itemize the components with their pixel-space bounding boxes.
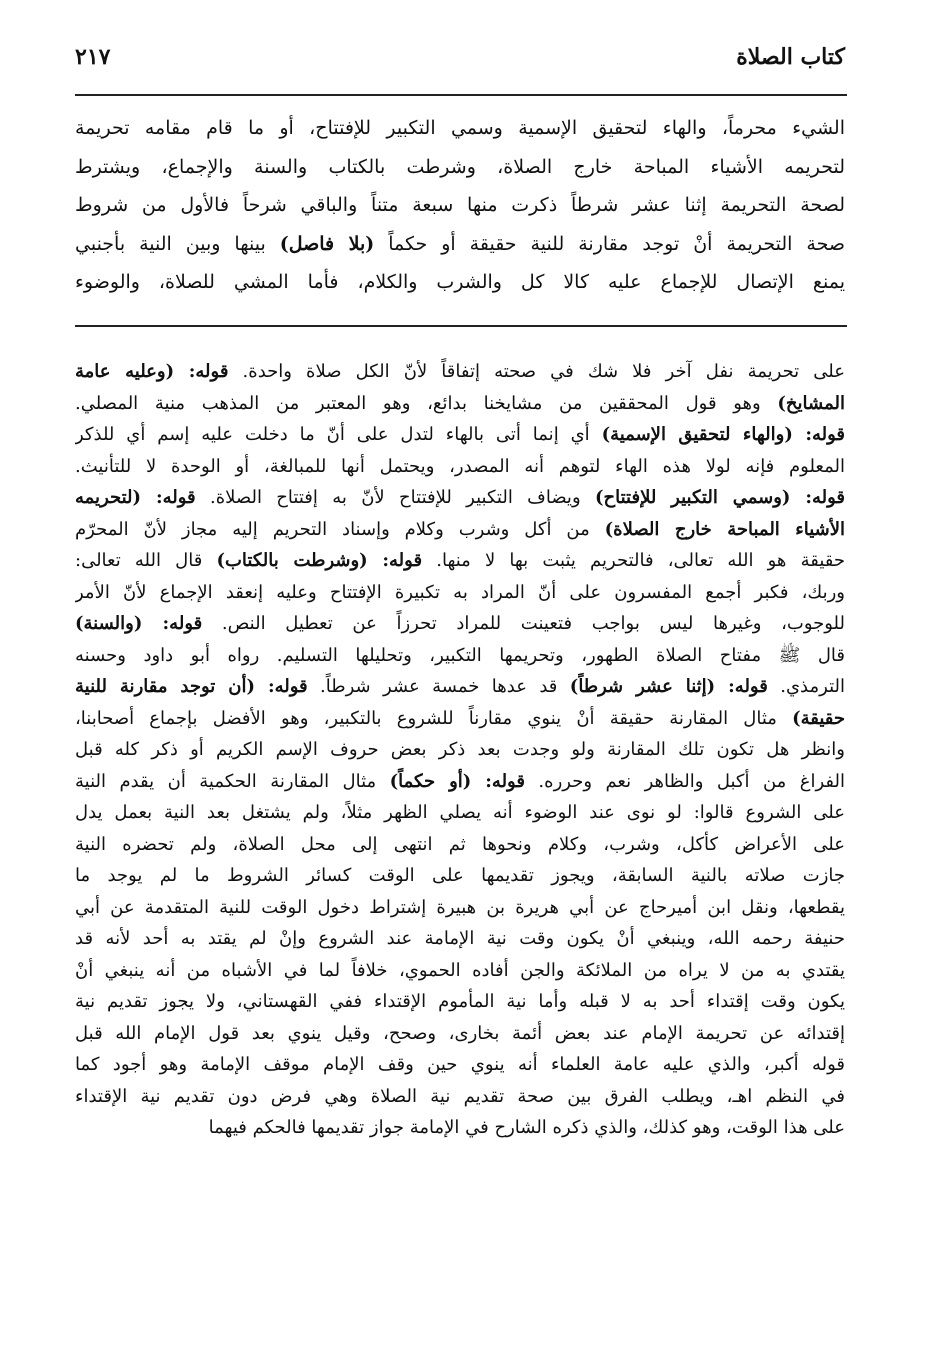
text-line <box>75 419 845 451</box>
bold-phrase: قوله: (والهاء لتحقيق الإسمية) <box>601 424 845 445</box>
text-run: ويضاف التكبير للإفتتاح لأنّ به إفتتاح الصلاة. <box>195 487 595 508</box>
bold-phrase: قوله: (وسمي التكبير للإفتتاح) <box>594 487 845 508</box>
main-text <box>75 109 845 302</box>
text-run: يمنع الإتصال للإجماع عليه كالا كل والشرب والكلام، فأما المشي للصلاة، والوضوء <box>75 271 845 294</box>
text-run: في النظم اهـ، ويطلب الفرق بين صحة تقديم نية الصلاة وهي فرض دون تقديم نية الإقتداء <box>75 1085 845 1107</box>
text-line <box>75 955 845 987</box>
text-line <box>75 703 845 735</box>
text-run: الشيء محرماً، والهاء لتحقيق الإسمية وسمي التكبير للإفتتاح، أو ما قام مقامه تحريمة <box>75 117 845 139</box>
text-line <box>75 923 845 955</box>
text-line <box>75 186 845 225</box>
text-run: من أكل وشرب وكلام وإسناد التحريم إليه مجاز لأنّ المحرّم <box>75 518 605 540</box>
text-line <box>75 388 845 420</box>
header-rule <box>75 94 847 96</box>
bold-phrase: قوله: (أو حكماً) <box>389 770 525 792</box>
bold-phrase: حقيقة) <box>792 707 845 729</box>
text-run: على الشروع قالوا: لو نوى عند الوضوء أنه يصلي الظهر مثلاً، ولم يشتغل بعد النية بعمل يدل <box>75 802 845 823</box>
text-run: إقتدائه عن تحريمة الإمام عند بعض أئمة بخارى، وصحح، وقيل ينوي بعد قول الإمام الله قبل <box>75 1022 845 1044</box>
text-line <box>75 1112 845 1144</box>
bold-phrase: قوله: (أن توجد مقارنة للنية <box>75 676 308 697</box>
text-run: لصحة التحريمة إثنا عشر شرطاً ذكرت منها سبعة متناً والباقي شرحاً فالأول من شروط <box>75 194 845 217</box>
page-header <box>75 44 845 78</box>
text-run: قال ﷺ مفتاح الصلاة الطهور، وتحريمها التكبير، وتحليلها التسليم. رواه أبو داود وحسنه <box>75 644 845 666</box>
text-run: يكون وقت إقتداء أحد به لا قبله وأما نية المأموم الإقتداء ففي القهستاني، ولا يجوز تقديم نية <box>75 991 845 1012</box>
text-line <box>75 225 845 264</box>
text-run: على هذا الوقت، وهو كذلك، والذي ذكره الشارح في الإمامة جواز تقديمها فالحكم فيهما <box>208 1117 845 1138</box>
text-run: مثال المقارنة الحكمية أن يقدم النية <box>75 770 390 792</box>
text-run: للوجوب، وغيرها ليس بواجب فتعينت للمراد تحرزاً عن تعطيل النص. <box>202 613 845 634</box>
text-line <box>75 797 845 829</box>
text-run: مثال المقارنة حقيقة أنْ ينوي مقارناً للشروع بالتكبير، وهو الأفضل بإجماع أصحابنا، <box>75 707 793 729</box>
bold-phrase: قوله: (وشرطت بالكتاب) <box>216 550 423 571</box>
text-line <box>75 263 845 302</box>
text-line <box>75 608 845 640</box>
text-line <box>75 109 845 148</box>
text-line <box>75 734 845 766</box>
text-run: على الأعراض كأكل، وشرب، وكلام ونحوها ثم انتهى إلى محل الصلاة، ولم تحضره النية <box>75 833 845 855</box>
text-line <box>75 1018 845 1050</box>
text-line <box>75 482 845 514</box>
text-run: الفراغ من أكبل والظاهر نعم وحرره. <box>524 770 845 792</box>
text-line <box>75 148 845 187</box>
text-run: أي إنما أتى بالهاء لتدل على أنّ ما دخلت عليه إسم أي للذكر <box>75 424 602 445</box>
bold-phrase: قوله: (وعليه عامة <box>75 361 229 382</box>
text-line <box>75 1049 845 1081</box>
running-title: كتاب الصلاة <box>736 44 845 70</box>
bold-phrase: قوله: (لتحريمه <box>75 487 196 508</box>
text-line <box>75 766 845 798</box>
bold-phrase: قوله: (إثنا عشر شرطاً) <box>569 676 768 697</box>
text-run: حقيقة هو الله تعالى، فالتحريم يثبت بها لا منها. <box>422 550 845 571</box>
text-run: صحة التحريمة أنْ توجد مقارنة للنية حقيقة أو حكماً <box>374 232 845 255</box>
text-line <box>75 829 845 861</box>
text-run: المعلوم فإنه لولا هذه الهاء لتوهم أنه المصدر، ويحتمل أنها للمبالغة، أو الوحدة لا للتأنيث. <box>75 455 845 477</box>
text-run: وهو قول المحققين من مشايخنا بدائع، وهو المعتبر من المذهب منية المصلي. <box>75 392 778 414</box>
text-line <box>75 514 845 546</box>
separator-rule <box>75 325 847 327</box>
commentary-text <box>75 356 845 1144</box>
text-line <box>75 545 845 577</box>
bold-phrase: (بلا فاصل) <box>279 232 375 255</box>
text-run: بينها وبين النية بأجنبي <box>75 232 280 255</box>
text-line <box>75 671 845 703</box>
text-line <box>75 356 845 388</box>
bold-phrase: الأشياء المباحة خارج الصلاة) <box>604 518 845 540</box>
bold-phrase: قوله: (والسنة) <box>75 613 203 634</box>
text-line <box>75 451 845 483</box>
text-run: يقطعها، ونقل ابن أميرحاج عن أبي هريرة بن هبيرة إشتراط دخول الوقت للنية المتقدمة عن أبي <box>75 896 845 918</box>
text-run: الترمذي. <box>767 676 845 697</box>
text-run: لتحريمه الأشياء المباحة خارج الصلاة، وشرطت بالكتاب والسنة والإجماع، ويشترط <box>75 155 845 178</box>
text-line <box>75 892 845 924</box>
text-line <box>75 577 845 609</box>
text-line <box>75 1081 845 1113</box>
text-run: على تحريمة نفل آخر فلا شك في صحته إتفاقاً لأنّ الكل صلاة واحدة. <box>228 361 845 382</box>
text-run: قد عدها خمسة عشر شرطاً. <box>307 676 570 697</box>
text-run: وربك، فكبر أجمع المفسرون على أنّ المراد به تكبيرة الإفتتاح وعليه إنعقد الإجماع لأنّ الأمر <box>75 581 845 603</box>
text-line <box>75 640 845 672</box>
text-run: قوله أكبر، والذي عليه عامة العلماء أنه ينوي حين وقف الإمام موقف الإمامة وهو أجود كما <box>75 1054 845 1075</box>
bold-phrase: المشايخ) <box>777 392 845 414</box>
text-line <box>75 860 845 892</box>
page-number: ٢١٧ <box>75 44 111 70</box>
text-run: قال الله تعالى: <box>75 550 217 571</box>
text-run: يقتدي به من لا يراه من الملائكة والجن أفاده الحموي، خلافاً لما في الأشباه من أنه ينبغي أنْ <box>75 959 845 981</box>
text-run: جازت صلاته بالنية السابقة، ويجوز تقديمها على الوقت كسائر الشروط ما لم يوجد ما <box>75 865 845 886</box>
text-run: حنيفة رحمه الله، وينبغي أنْ يكون وقت نية الإمامة عند الشروع وإنْ لم يقتد به أحد لأنه قد <box>75 928 845 949</box>
text-line <box>75 986 845 1018</box>
text-run: وانظر هل تكون تلك المقارنة ولو وجدت بعد ذكر بعض حروف الإسم الكريم أو ذكر كله قبل <box>75 739 845 760</box>
